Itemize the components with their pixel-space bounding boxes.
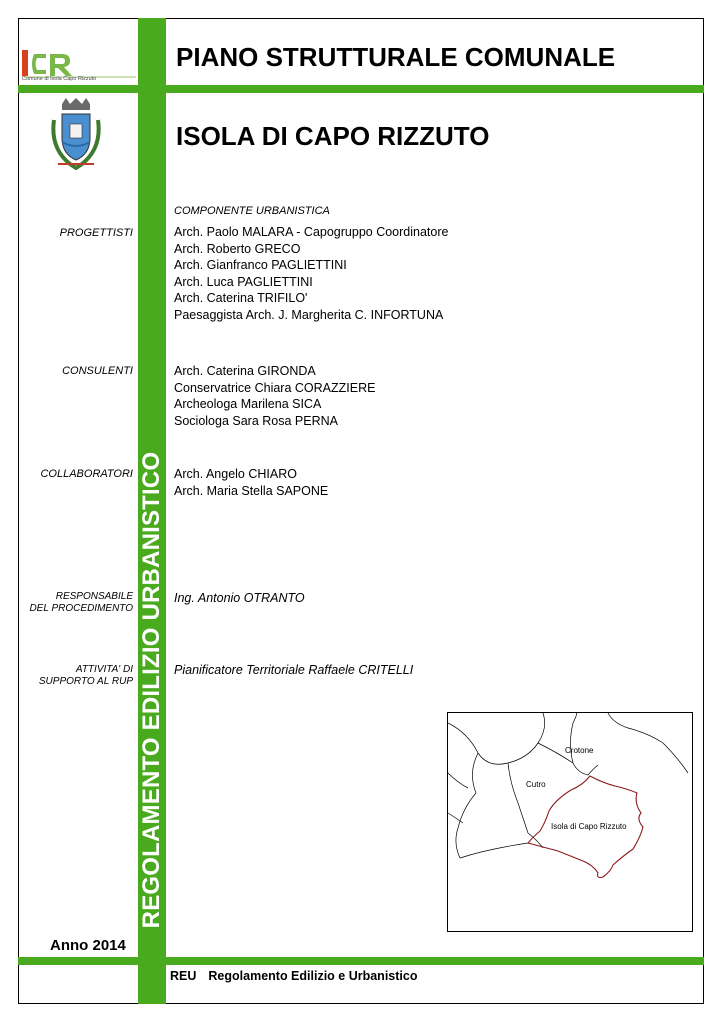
logo-text: Comune di Isola Capo Rizzuto	[22, 76, 97, 82]
list-item: Archeologa Marilena SICA	[174, 397, 322, 412]
progettisti-label: PROGETTISTI	[59, 227, 133, 239]
year-label: Anno 2014	[50, 937, 126, 954]
footer-text: Regolamento Edilizio e Urbanistico	[208, 969, 418, 983]
responsabile-name: Ing. Antonio OTRANTO	[174, 591, 305, 605]
progettisti-list	[174, 224, 448, 324]
consulenti-label: CONSULENTI	[62, 365, 133, 377]
list-item: Arch. Paolo MALARA - Capogruppo Coordinatore	[174, 225, 449, 239]
list-item: Arch. Maria Stella SAPONE	[174, 483, 329, 498]
list-item: Conservatrice Chiara CORAZZIERE	[174, 380, 376, 395]
map-label-cutro: Cutro	[526, 780, 546, 789]
location-map	[447, 712, 693, 932]
list-item: Sociologa Sara Rosa PERNA	[174, 413, 338, 428]
list-item: Arch. Caterina GIRONDA	[174, 364, 316, 378]
list-item: Arch. Angelo CHIARO	[174, 467, 297, 481]
collaboratori-label: COLLABORATORI	[40, 468, 133, 480]
supporto-label: ATTIVITA' DI SUPPORTO AL RUP	[38, 664, 133, 687]
municipal-crest	[48, 98, 104, 170]
component-label: COMPONENTE URBANISTICA	[174, 205, 330, 217]
footer-green-bar	[18, 957, 704, 965]
footer	[170, 969, 417, 983]
collaboratori-list	[174, 466, 328, 499]
list-item: Arch. Roberto GRECO	[174, 241, 301, 256]
list-item: Arch. Luca PAGLIETTINI	[174, 274, 313, 289]
responsabile-label: RESPONSABILE DEL PROCEDIMENTO	[29, 591, 133, 614]
list-item: Arch. Gianfranco PAGLIETTINI	[174, 258, 347, 273]
plan-title: PIANO STRUTTURALE COMUNALE	[176, 42, 616, 72]
list-item: Arch. Caterina TRIFILO'	[174, 291, 308, 306]
supporto-name: Pianificatore Territoriale Raffaele CRITELLI	[174, 663, 414, 677]
list-item: Paesaggista Arch. J. Margherita C. INFORTUNA	[174, 307, 444, 322]
footer-code: REU	[170, 969, 197, 983]
consulenti-list	[174, 363, 375, 429]
map-label-crotone: Crotone	[565, 746, 594, 755]
municipality-title: ISOLA DI CAPO RIZZUTO	[176, 121, 490, 151]
map-label-isola: Isola di Capo Rizzuto	[551, 822, 627, 831]
header-green-bar	[18, 85, 704, 93]
